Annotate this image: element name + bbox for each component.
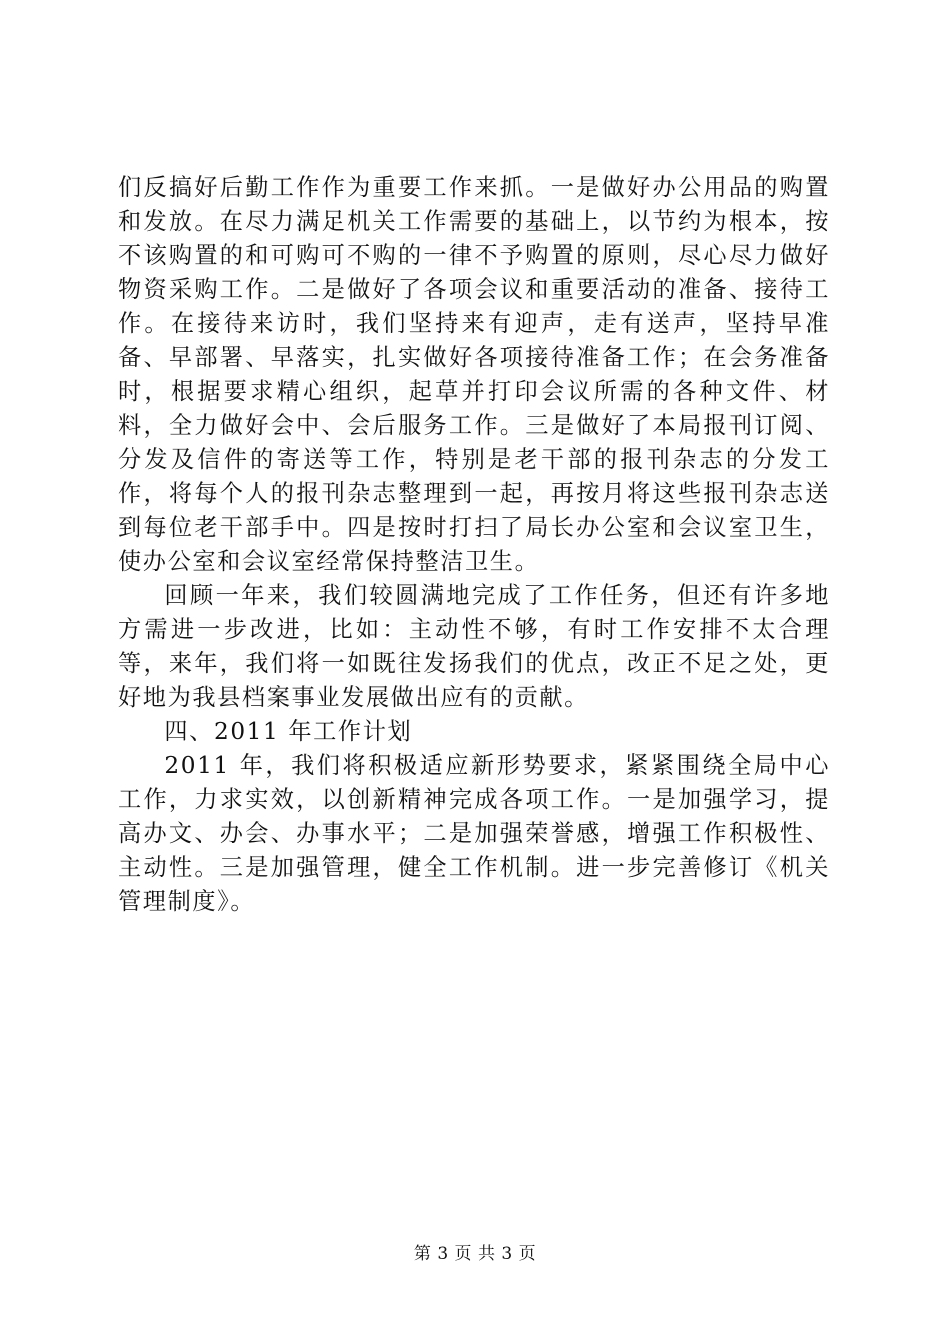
paragraph-logistics: 们反搞好后勤工作作为重要工作来抓。一是做好办公用品的购置和发放。在尽力满足机关工作需要的基础上，以节约为根本，按不该购置的和可购可不购的一律不予购置的原则，尽心尽力做好物资采购工作。二是做好了各项会议和重要活动的准备、接待工作。在接待来访时，我们坚持来有迎声，走有送声，坚持早准备、早部署、早落实，扎实做好各项接待准备工作；在会务准备时，根据要求精心组织，起草并打印会议所需的各种文件、材料，全力做好会中、会后服务工作。三是做好了本局报刊订阅、分发及信件的寄送等工作，特别是老干部的报刊杂志的分发工作，将每个人的报刊杂志整理到一起，再按月将这些报刊杂志送到每位老干部手中。四是按时打扫了局长办公室和会议室卫生，使办公室和会议室经常保持整洁卫生。 [118, 174, 830, 575]
paragraph-review: 回顾一年来，我们较圆满地完成了工作任务，但还有许多地方需进一步改进，比如：主动性不够，有时工作安排不太合理等，来年，我们将一如既往发扬我们的优点，改正不足之处，更好地为我县档案事业发展做出应有的贡献。 [118, 582, 830, 711]
page-footer: 第 3 页 共 3 页 [413, 1244, 537, 1264]
section-heading-work-plan: 四、2011 年工作计划 [164, 718, 413, 745]
document-body [118, 171, 830, 919]
paragraph-work-plan: 2011 年，我们将积极适应新形势要求，紧紧围绕全局中心工作，力求实效，以创新精神完成各项工作。一是加强学习，提高办文、办会、办事水平；二是加强荣誉感，增强工作积极性、主动性。三是加强管理，健全工作机制。进一步完善修订《机关管理制度》。 [118, 752, 830, 915]
